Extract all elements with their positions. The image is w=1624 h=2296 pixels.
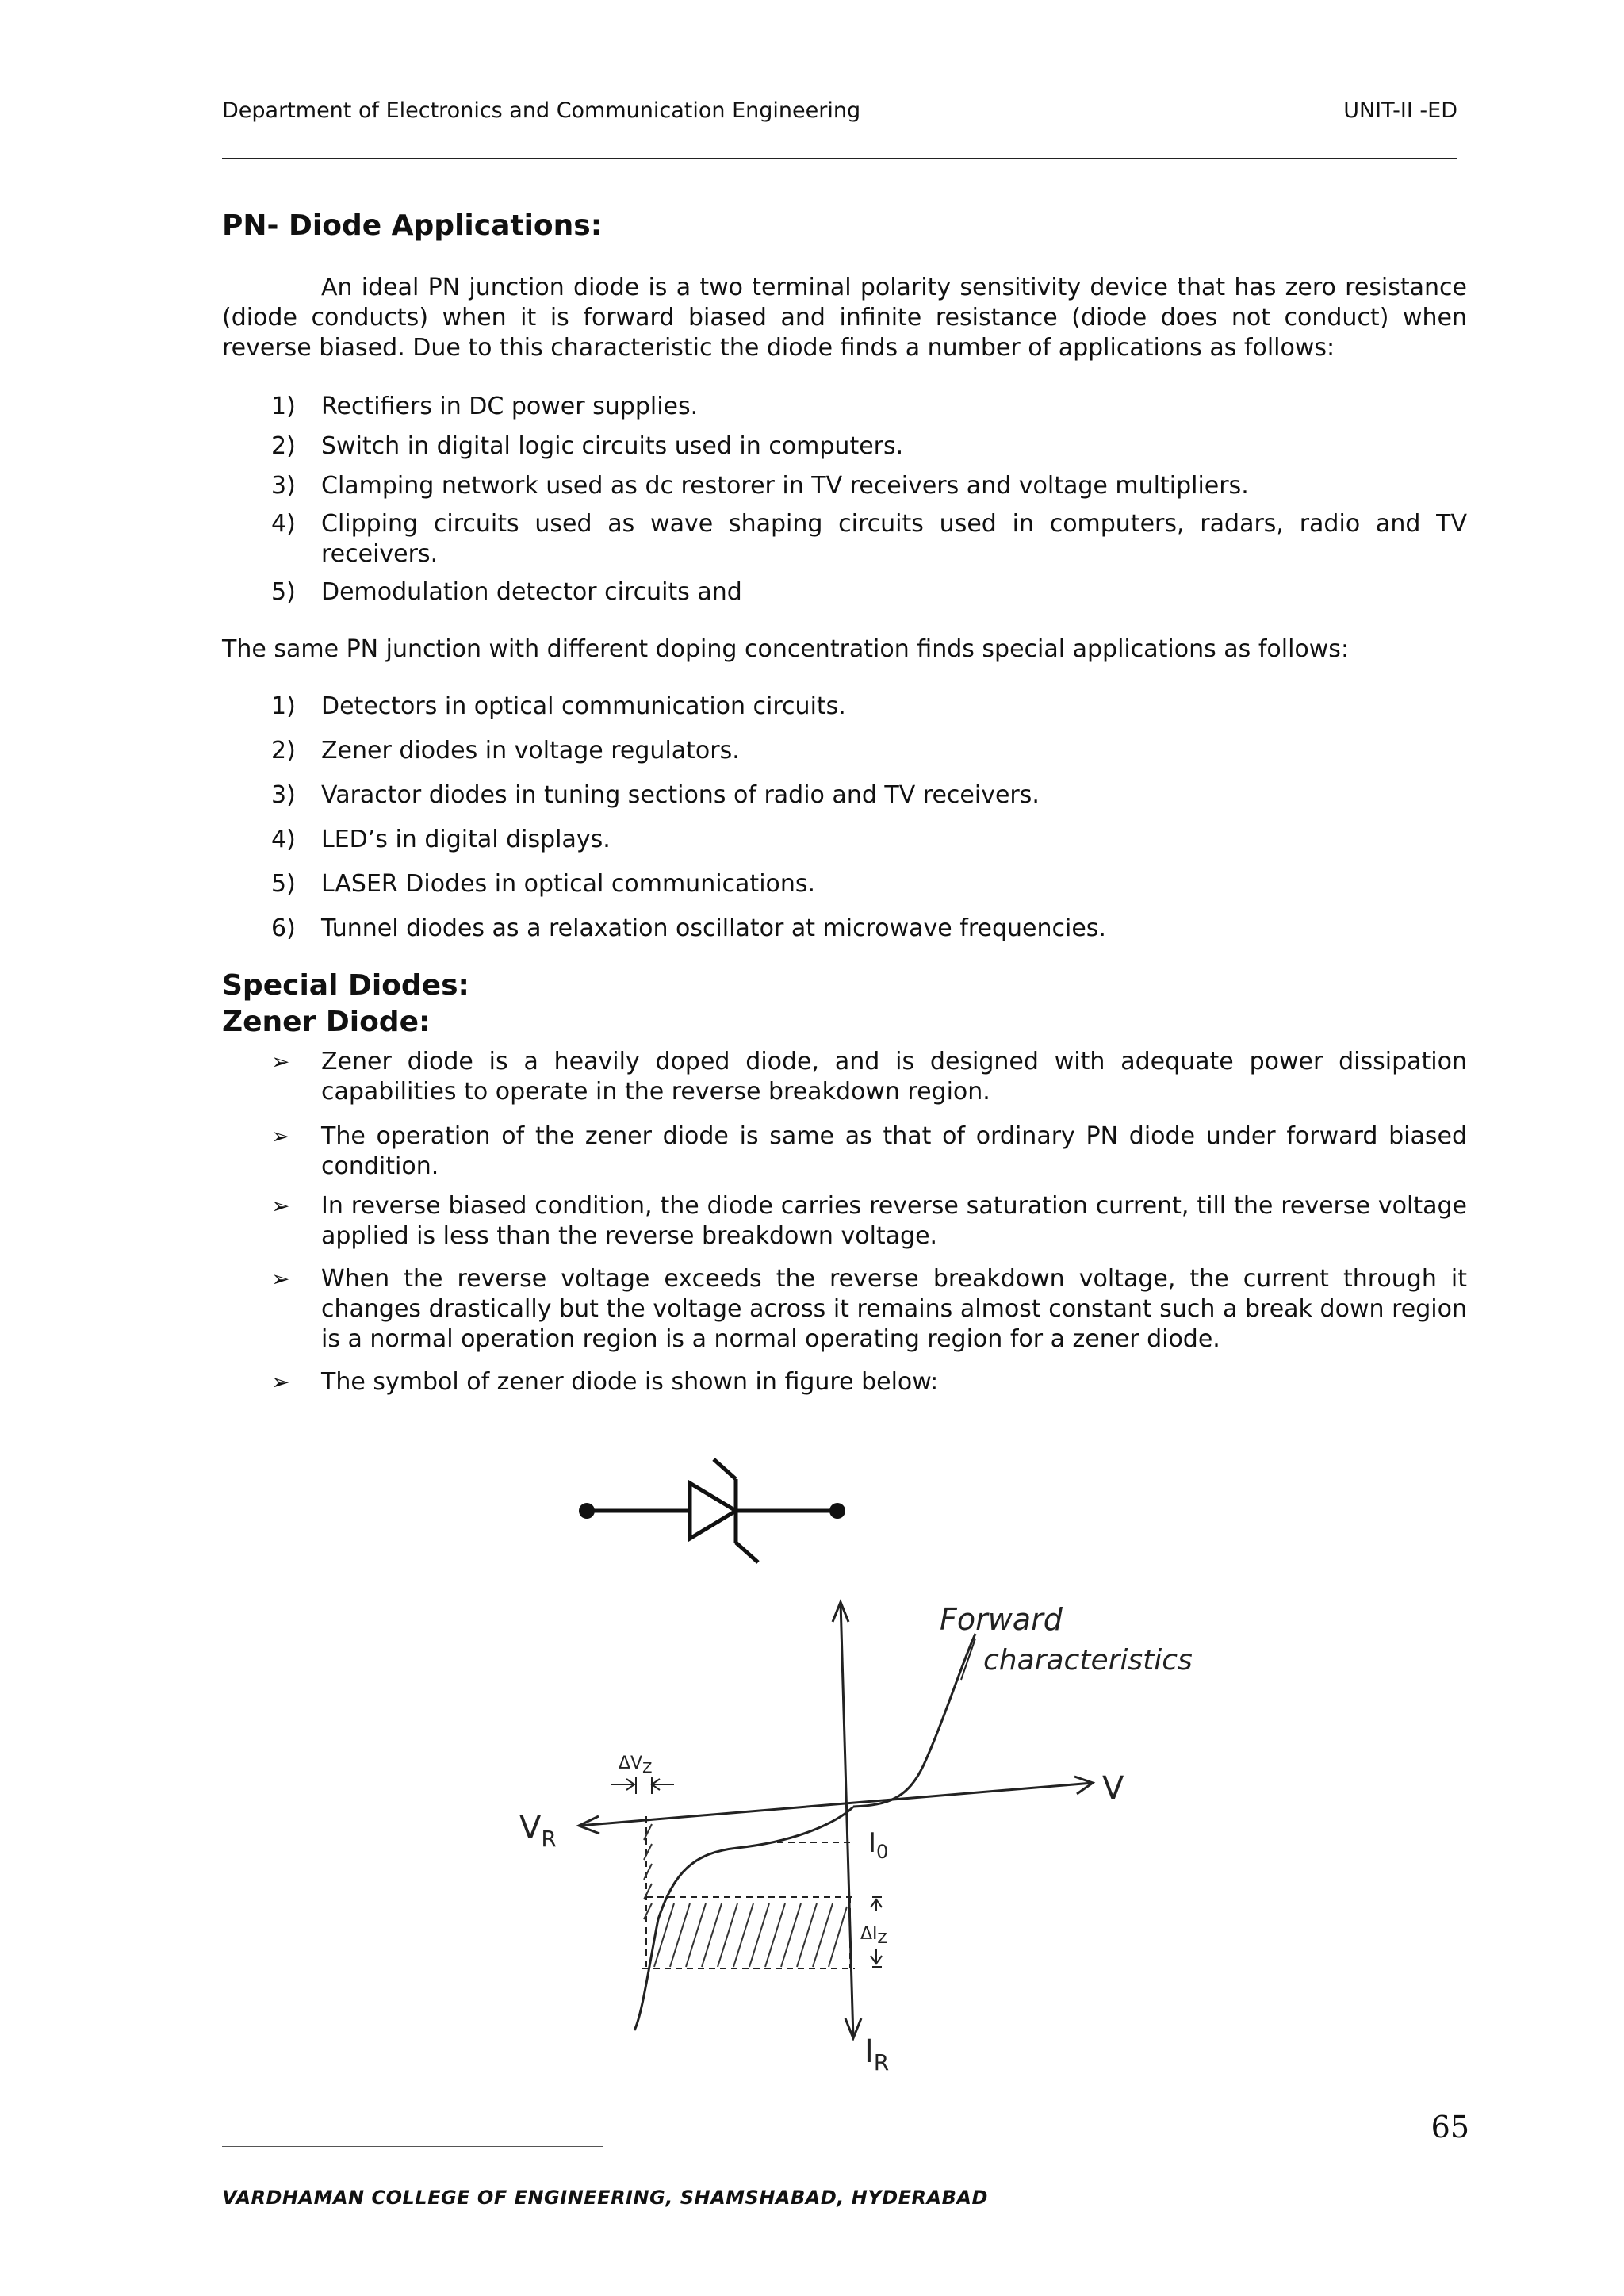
list-item: 2) Switch in digital logic circuits used in computers. bbox=[271, 432, 904, 460]
list-item: 5) Demodulation detector circuits and bbox=[271, 578, 742, 606]
delta-iz-label: $\Delta I_Z$ bbox=[860, 1924, 887, 1947]
special-applications-intro: The same PN junction with different doping concentration finds special applications as follows: bbox=[222, 635, 1350, 663]
list-item: 2) Zener diodes in voltage regulators. bbox=[271, 737, 740, 765]
list-item: ➢ The symbol of zener diode is shown in figure below: bbox=[271, 1368, 939, 1396]
zener-diode-heading: Zener Diode: bbox=[222, 1006, 431, 1038]
zener-characteristics-graph bbox=[476, 1586, 1285, 2094]
special-applications-list bbox=[222, 692, 1467, 944]
forward-label-line1: Forward bbox=[940, 1602, 1063, 1637]
list-item: 1) Detectors in optical communication circuits. bbox=[271, 692, 846, 720]
forward-label-line2: characteristics bbox=[983, 1644, 1193, 1677]
footer-rule bbox=[222, 2146, 603, 2147]
applications-list bbox=[222, 392, 1467, 608]
arrow-bullet-icon: ➢ bbox=[271, 1193, 290, 1219]
special-diodes-heading: Special Diodes: bbox=[222, 969, 469, 1002]
header-rule bbox=[222, 158, 1457, 159]
list-item: ➢ In reverse biased condition, the diode carries reverse saturation current, till the reverse voltage applied is less than the reverse breakdown voltage. bbox=[271, 1192, 1467, 1250]
list-item: 1) Rectifiers in DC power supplies. bbox=[271, 393, 699, 420]
delta-vz-label: $\Delta V_Z$ bbox=[619, 1754, 653, 1777]
list-item: ➢ The operation of the zener diode is same as that of ordinary PN diode under forward biased condition. bbox=[271, 1122, 1467, 1180]
applications-heading: PN- Diode Applications: bbox=[222, 209, 603, 242]
list-item: 3) Clamping network used as dc restorer in TV receivers and voltage multipliers. bbox=[271, 472, 1249, 500]
list-item: ➢ When the reverse voltage exceeds the reverse breakdown voltage, the current through it changes drastically but the voltage across it remains almost constant such a break down region is a normal operation region is a normal operating region for a zener diode. bbox=[271, 1265, 1467, 1353]
applications-intro: An ideal PN junction diode is a two terminal polarity sensitivity device that has zero resistance (diode conducts) when it is forward biased and infinite resistance (diode does not conduct) when reverse biased. Due to this characteristic the diode finds a number of applications as follows: bbox=[222, 274, 1467, 362]
reverse-curve bbox=[634, 1807, 853, 2030]
list-item: ➢ Zener diode is a heavily doped diode, and is designed with adequate power dissipation capabilities to operate in the reverse breakdown region. bbox=[271, 1048, 1467, 1106]
zener-diode-symbol bbox=[571, 1451, 856, 1570]
arrow-bullet-icon: ➢ bbox=[271, 1048, 290, 1075]
page-number: 65 bbox=[1431, 2110, 1469, 2145]
v-axis-label: V bbox=[1102, 1770, 1124, 1807]
header-department: Department of Electronics and Communication Engineering bbox=[222, 98, 861, 123]
ir-axis-label: $I_R$ bbox=[864, 2033, 890, 2076]
arrow-bullet-icon: ➢ bbox=[271, 1266, 290, 1292]
hatched-region bbox=[644, 1824, 847, 1967]
arrow-bullet-icon: ➢ bbox=[271, 1369, 290, 1395]
vertical-axis bbox=[841, 1602, 853, 2038]
list-item: 5) LASER Diodes in optical communications. bbox=[271, 870, 816, 898]
io-label: $I_0$ bbox=[868, 1827, 889, 1863]
forward-curve bbox=[853, 1634, 975, 1807]
list-item: 6) Tunnel diodes as a relaxation oscillator at microwave frequencies. bbox=[271, 914, 1106, 942]
zener-bullets bbox=[222, 1047, 1467, 1397]
vr-axis-label: $V_R$ bbox=[519, 1810, 557, 1852]
list-item: 4) LED’s in digital displays. bbox=[271, 826, 611, 853]
list-item: 4) Clipping circuits used as wave shaping circuits used in computers, radars, radio and TV receivers. bbox=[271, 510, 1467, 568]
header-unit: UNIT-II -ED bbox=[1343, 98, 1457, 123]
footer-college-name: VARDHAMAN COLLEGE OF ENGINEERING, SHAMSHABAD, HYDERABAD bbox=[222, 2187, 988, 2209]
main-content bbox=[222, 208, 1467, 1397]
list-item: 3) Varactor diodes in tuning sections of radio and TV receivers. bbox=[271, 781, 1040, 809]
arrow-bullet-icon: ➢ bbox=[271, 1123, 290, 1149]
